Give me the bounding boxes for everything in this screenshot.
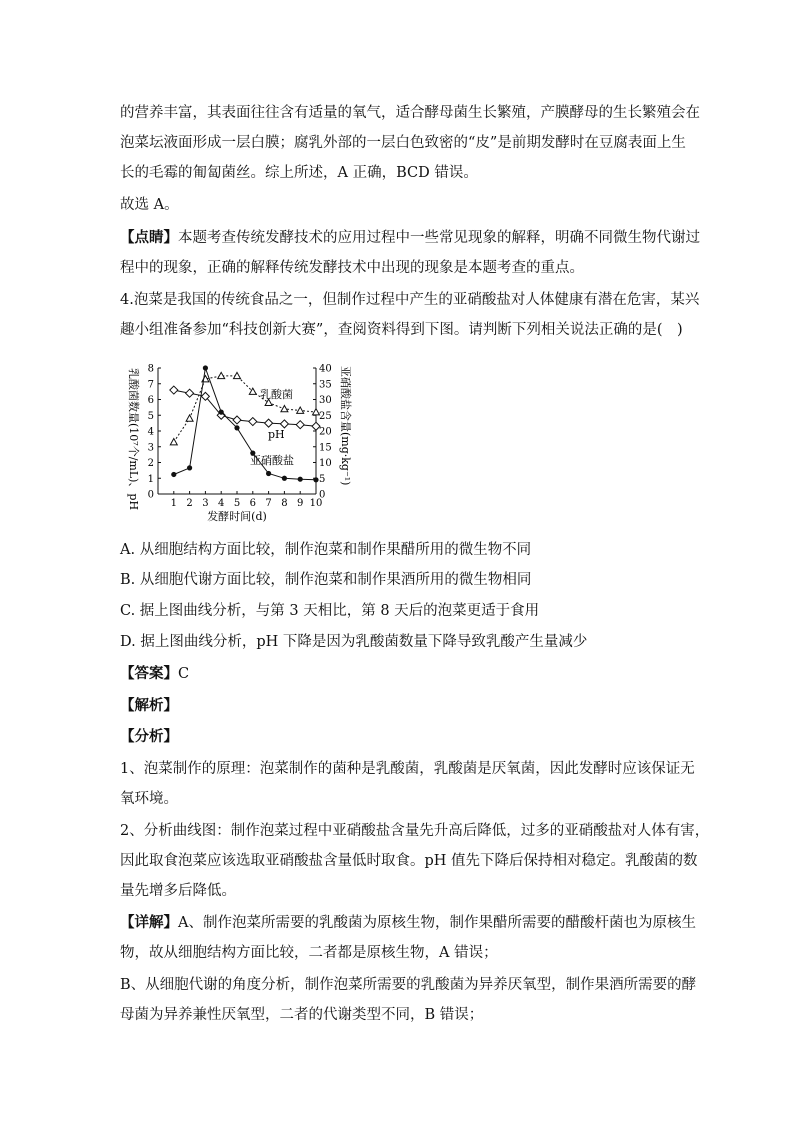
x-tick-label: 1: [170, 498, 177, 509]
x-tick-label: 8: [281, 498, 288, 509]
point-nitrite: [203, 365, 208, 370]
question-line: 趣小组准备参加“科技创新大赛”，查阅资料得到下图。请判断下列相关说法正确的是( ): [120, 322, 683, 338]
y-right-tick-label: 10: [319, 458, 332, 469]
x-tick-label: 7: [265, 498, 272, 509]
series-label-ph: pH: [268, 428, 285, 441]
answer-tag: 【答案】: [120, 665, 178, 682]
right-axis-label-text: 亚硝酸盐含量(mg·kg⁻¹): [339, 366, 352, 486]
y-right-tick-label: 5: [319, 473, 326, 485]
paragraph-line: 泡菜坛液面形成一层白膜；腐乳外部的一层白色致密的“皮”是前期发酵时在豆腐表面上生: [120, 135, 686, 151]
y-right-tick-label: 0: [319, 489, 326, 501]
series-label-lactobacillus: 乳酸菌: [260, 388, 293, 401]
point-ph: [296, 421, 304, 429]
option-c: C. 据上图曲线分析，与第 3 天相比，第 8 天后的泡菜更适于食用: [120, 603, 540, 619]
option-a: A. 从细胞结构方面比较，制作泡菜和制作果醋所用的微生物不同: [120, 542, 532, 558]
fermentation-chart: [120, 352, 360, 528]
paragraph-line: 程中的现象，正确的解释传统发酵技术中出现的现象是本题考查的重点。: [120, 260, 584, 276]
x-tick-label: 10: [309, 498, 323, 509]
y-right-tick-label: 15: [319, 442, 332, 454]
point-nitrite: [234, 425, 239, 430]
point-lactobacillus: [170, 439, 177, 445]
series-label-nitrite: 亚硝酸盐: [250, 454, 294, 467]
point-lactobacillus: [297, 407, 304, 413]
point-nitrite: [313, 477, 318, 482]
point-nitrite: [171, 472, 176, 477]
point-nitrite: [298, 477, 303, 482]
question-line: 4.泡菜是我国的传统食品之一，但制作过程中产生的亚硝酸盐对人体健康有潜在危害，某兴: [120, 292, 700, 308]
analysis-subtag: [120, 727, 680, 747]
point-ph: [233, 416, 241, 424]
x-tick-label: 2: [186, 498, 193, 509]
y-left-tick-label: 6: [147, 395, 154, 406]
option-b: B. 从细胞代谢方面比较，制作泡菜和制作果酒所用的微生物相同: [120, 572, 532, 588]
detail-line: 物，故从细胞结构方面比较，二者都是原核生物，A 错误；: [120, 945, 498, 961]
y-left-tick-label: 0: [147, 489, 154, 501]
y-left-tick-label: 1: [147, 473, 154, 485]
y-right-tick-label: 20: [319, 426, 332, 438]
left-axis-label-text: 乳酸菌数量(10⁷个/mL)、pH: [127, 368, 140, 511]
note-line: [120, 228, 700, 248]
analysis-line: 氧环境。: [120, 791, 178, 807]
chart-svg: [120, 352, 360, 528]
answer-line: [120, 664, 680, 684]
paragraph-line: 的营养丰富，其表面往往含有适量的氧气，适合酵母菌生长繁殖，产膜酵母的生长繁殖会在: [120, 105, 700, 121]
detail-tag: 【详解】: [120, 914, 178, 931]
point-lactobacillus: [186, 415, 193, 421]
analysis-tag: [120, 696, 680, 716]
note-text: 本题考查传统发酵技术的应用过程中一些常见现象的解释，明确不同微生物代谢过: [178, 230, 700, 246]
point-nitrite: [266, 471, 271, 476]
note-tag: 【点睛】: [120, 229, 178, 246]
y-left-tick-label: 7: [147, 379, 154, 391]
analysis-subtag-text: 【分析】: [120, 728, 178, 745]
x-tick-label: 4: [218, 498, 225, 509]
analysis-line: 2、分析曲线图：制作泡菜过程中亚硝酸盐含量先升高后降低，过多的亚硝酸盐对人体有害，: [120, 823, 710, 839]
paragraph-line: 故选 A。: [120, 197, 179, 213]
point-ph: [249, 418, 257, 426]
series-line-1: [174, 390, 316, 426]
y-right-tick-label: 35: [319, 379, 332, 391]
point-ph: [280, 420, 288, 428]
y-left-tick-label: 2: [147, 458, 154, 469]
detail-line: [120, 913, 696, 933]
x-tick-label: 3: [202, 498, 209, 509]
y-right-tick-label: 25: [319, 410, 332, 422]
detail-line: B、从细胞代谢的角度分析，制作泡菜所需要的乳酸菌为异养厌氧型，制作果酒所需要的酵: [120, 977, 697, 993]
y-right-tick-label: 30: [319, 395, 332, 406]
point-nitrite: [187, 465, 192, 470]
point-lactobacillus: [281, 405, 288, 411]
paragraph-line: 长的毛霉的匍匐菌丝。综上所述，A 正确，BCD 错误。: [120, 165, 478, 181]
left-axis-label: [127, 368, 141, 510]
ticks-layer: [148, 364, 332, 510]
detail-text: A、制作泡菜所需要的乳酸菌为原核生物，制作果醋所需要的醋酸杆菌也为原核生: [178, 915, 696, 931]
y-right-tick-label: 40: [319, 363, 332, 375]
y-left-tick-label: 5: [147, 410, 154, 422]
point-nitrite: [282, 476, 287, 481]
x-tick-label: 9: [297, 498, 304, 509]
analysis-line: 1、泡菜制作的原理：泡菜制作的菌种是乳酸菌，乳酸菌是厌氧菌，因此发酵时应该保证无: [120, 761, 695, 777]
y-left-tick-label: 4: [147, 426, 154, 438]
x-tick-label: 6: [249, 498, 256, 509]
point-ph: [170, 386, 178, 394]
x-tick-label: 5: [233, 498, 241, 509]
y-left-tick-label: 8: [147, 363, 154, 375]
y-left-tick-label: 3: [147, 442, 154, 454]
analysis-tag-text: 【解析】: [120, 697, 178, 714]
right-axis-label: [339, 366, 353, 485]
point-nitrite: [219, 410, 224, 415]
series-line-2: [174, 368, 316, 480]
analysis-line: 量先增多后降低。: [120, 883, 236, 899]
point-ph: [265, 419, 273, 427]
option-d: D. 据上图曲线分析，pH 下降是因为乳酸菌数量下降导致乳酸产生量减少: [120, 634, 588, 650]
point-ph: [186, 389, 194, 397]
x-axis-label: 发酵时间(d): [207, 510, 267, 523]
series-layer: [170, 365, 320, 482]
answer-value: C: [178, 666, 190, 682]
analysis-line: 因此取食泡菜应该选取亚硝酸盐含量低时取食。pH 值先下降后保持相对稳定。乳酸菌的数: [120, 853, 698, 869]
detail-line: 母菌为异养兼性厌氧型，二者的代谢类型不同，B 错误；: [120, 1007, 484, 1023]
